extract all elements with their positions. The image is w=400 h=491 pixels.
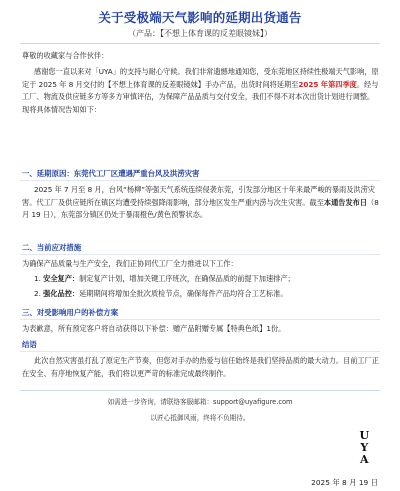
section-divider: [20, 351, 380, 352]
list-item: [34, 273, 380, 286]
list-label: 安全复产：: [43, 274, 80, 283]
section-heading-measures: 二、当前应对措施: [22, 243, 82, 252]
section-heading-reason: 一、延期原因：东莞代工厂区遭遇严重台风及洪涝灾害: [22, 169, 200, 178]
product-subtitle: （产品：【不想上体育课的反差眼镜妹】）: [128, 29, 272, 38]
intro-text-2: 。经与工厂、物流及供应链多方等多方审慎评估，为保障产品品质与交付安全，我们不得不对本次出货计划进行调整。现将具体情况告知如下：: [22, 79, 379, 114]
greeting: 尊敬的收藏家与合作伙伴：: [22, 51, 109, 60]
section-body-conclusion: 此次自然灾害虽打乱了原定生产节奏，但您对手办的热爱与信任始终是我们坚持品质的最大动力。目前工厂正在安全、有序地恢复产能，我们将以更严苛的标准完成最终制作。: [22, 356, 380, 378]
list-number: 1.: [34, 274, 41, 283]
list-text: 延期期间将增加全批次质检节点，确保每件产品均符合工艺标准。: [79, 289, 288, 298]
section-heading-compensation: 三、对受影响用户的补偿方案: [22, 308, 119, 317]
intro-highlight-date: 2025 年第四季度: [298, 79, 357, 89]
logo-letter: Y: [360, 441, 368, 454]
closing-line: 以匠心抵御风雨，终将不负期待。: [150, 414, 250, 422]
section-divider: [20, 180, 380, 181]
reason-bold-date: 本通告发布日: [323, 197, 368, 207]
list-text: 制定复产计划，增加关键工序班次，在确保品质的前提下加速排产；: [79, 274, 295, 283]
section-body-measures: 为确保产品质量与生产安全，我们正协同代工厂全力推进以下工作：: [22, 259, 238, 268]
page-title: 关于受极端天气影响的延期出货通告: [98, 10, 302, 25]
header-divider: [20, 43, 380, 44]
section-body-compensation: 为表歉意，所有预定客户将自动获得以下补偿：赠产品附赠专属【特典色纸】1份。: [22, 324, 286, 333]
list-label: 强化品控：: [43, 289, 80, 298]
intro-text-1: 感谢您一直以来对「UYA」的支持与耐心守候。我们非常遗憾地通知您，受东莞地区持续性极端天气影响，原定于 2025 年 8 月交付的【不想上体育课的反差眼镜妹】手办产品，出货时间将延期至: [22, 67, 379, 89]
notice-date: 2025 年 8 月 19 日: [311, 478, 378, 487]
reason-text-b: （8 月 19 日），东莞部分镇区仍处于暴雨橙色/黄色预警状态。: [22, 197, 379, 219]
uya-logo: [350, 430, 378, 470]
logo-letter: U: [359, 429, 369, 442]
logo-letter: A: [359, 453, 369, 466]
list-item: [34, 288, 380, 301]
list-number: 2.: [34, 289, 41, 298]
reason-text-a: 2025 年 7 月至 8 月，台风“杨柳”等强天气系统连续侵袭东莞，引发部分地区十年来最严峻的暴雨及洪涝灾害。代工厂及供应链所在镇区均遭受持续强降雨影响，部分地区发生严重内涝与次生灾害。截至: [22, 185, 375, 207]
contact-line: 如需进一步咨询，请联络客服邮箱：support@uyafigure.com: [107, 398, 293, 406]
section-heading-conclusion: 结语: [22, 340, 37, 349]
intro-paragraph: [22, 66, 380, 116]
section-divider: [20, 319, 380, 320]
section-divider: [20, 254, 380, 255]
section-body-reason: [22, 184, 380, 222]
footer-divider: [20, 390, 380, 391]
